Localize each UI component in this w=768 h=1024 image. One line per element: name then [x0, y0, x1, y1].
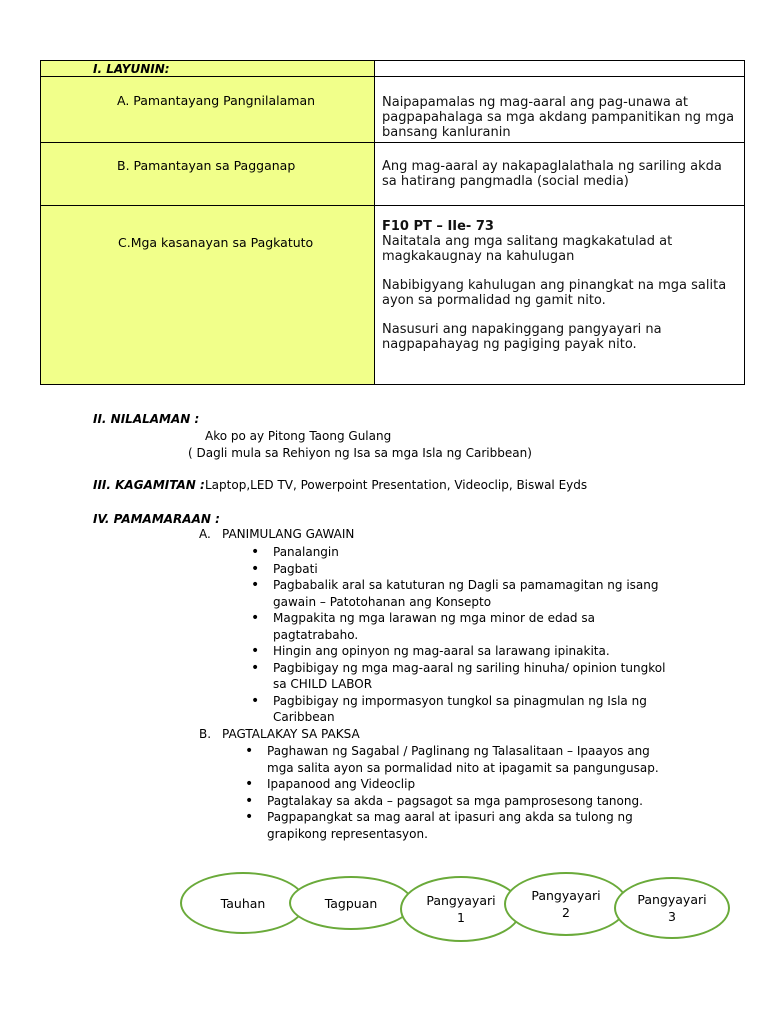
nilalaman-subtitle: ( Dagli mula sa Rehiyon ng Isa sa mga Isla ng Caribbean)	[188, 446, 532, 460]
competency-item-1: Naitatala ang mga salitang magkakatulad at magkakaugnay na kahulugan	[382, 234, 673, 265]
list-item: • Panalangin	[245, 544, 670, 561]
bubble-label: Tagpuan	[324, 895, 378, 911]
bubble-tauhan	[180, 872, 306, 934]
bubble-tagpuan	[289, 876, 413, 930]
panimula-letter: A.	[199, 527, 211, 541]
objectives-table	[40, 60, 745, 385]
list-item: • Magpakita ng mga larawan ng mga minor de edad sa pagtatrabaho.	[245, 610, 670, 643]
list-item: • Pagtalakay sa akda – pagsagot sa mga pamprosesong tanong.	[239, 793, 679, 810]
kagamitan-heading: III. KAGAMITAN :	[93, 478, 205, 492]
pamantayang-pangnilalaman-text: Naipapamalas ng mag-aaral ang pag-unawa at pagpapahalaga sa mga akdang pampanitikan ng mga bansang kanluranin	[382, 95, 735, 141]
row-b-label-cell	[41, 143, 375, 206]
list-item: • Pagpapangkat sa mag aaral at ipasuri ang akda sa tulong ng grapikong representasyon.	[239, 809, 679, 842]
bubble-label: Pangyayari 3	[637, 892, 707, 924]
list-item: • Pagbati	[245, 561, 670, 578]
list-item: • Pagbibigay ng mga mag-aaral ng sariling hinuha/ opinion tungkol sa CHILD LABOR	[245, 660, 670, 693]
pagtalakay-letter: B.	[199, 727, 212, 741]
nilalaman-heading: II. NILALAMAN :	[93, 412, 200, 426]
bubble-pangyayari-3	[614, 877, 730, 939]
bubble-label: Tauhan	[220, 895, 266, 911]
bubble-label: Pangyayari 2	[531, 888, 601, 920]
pamantayan-sa-pagganap-label: B. Pamantayan sa Pagganap	[117, 158, 296, 174]
bubble-label: Pangyayari 1	[426, 893, 496, 925]
pamantayan-sa-pagganap-text: Ang mag-aaral ay nakapaglalathala ng sariling akda sa hatirang pangmadla (social media)	[382, 159, 722, 190]
list-item: • Paghawan ng Sagabal / Paglinang ng Talasalitaan – Ipaayos ang mga salita ayon sa pormalidad nito at ipagamit sa pangungusap.	[239, 743, 679, 776]
competency-code: F10 PT – IIe- 73	[382, 219, 494, 235]
pamantayang-pangnilalaman-label: A. Pamantayang Pangnilalaman	[117, 93, 316, 109]
row-c-label-cell	[41, 206, 375, 385]
pamamaraan-heading: IV. PAMAMARAAN :	[93, 512, 220, 526]
nilalaman-title: Ako po ay Pitong Taong Gulang	[205, 429, 392, 443]
bubble-pangyayari-2	[504, 872, 628, 936]
layunin-heading: I. LAYUNIN:	[93, 62, 170, 76]
competency-item-2: Nabibigyang kahulugan ang pinangkat na mga salita ayon sa pormalidad ng gamit nito.	[382, 278, 727, 309]
row-a-content-cell	[375, 77, 745, 143]
row-c-content-cell	[375, 206, 745, 385]
list-item: • Hingin ang opinyon ng mag-aaral sa larawang ipinakita.	[245, 643, 670, 660]
layunin-header-empty-cell	[375, 61, 745, 77]
kasanayan-sa-pagkatuto-label: C.Mga kasanayan sa Pagkatuto	[118, 235, 314, 251]
layunin-header-cell	[41, 61, 375, 77]
pagtalakay-sa-paksa-title: PAGTALAKAY SA PAKSA	[222, 727, 360, 741]
panimulang-gawain-list	[245, 544, 670, 726]
row-b-content-cell	[375, 143, 745, 206]
list-item: • Pagbabalik aral sa katuturan ng Dagli sa pamamagitan ng isang gawain – Patotohanan ang Konsepto	[245, 577, 670, 610]
bubble-pangyayari-1	[400, 876, 522, 942]
list-item: • Ipapanood ang Videoclip	[239, 776, 679, 793]
panimulang-gawain-title: PANIMULANG GAWAIN	[222, 527, 355, 541]
row-a-label-cell	[41, 77, 375, 143]
pagtalakay-list	[239, 743, 679, 842]
kagamitan-text: Laptop,LED TV, Powerpoint Presentation, Videoclip, Biswal Eyds	[205, 478, 588, 492]
competency-item-3: Nasusuri ang napakinggang pangyayari na nagpapahayag ng pagiging payak nito.	[382, 322, 662, 353]
list-item: • Pagbibigay ng impormasyon tungkol sa pinagmulan ng Isla ng Caribbean	[245, 693, 670, 726]
